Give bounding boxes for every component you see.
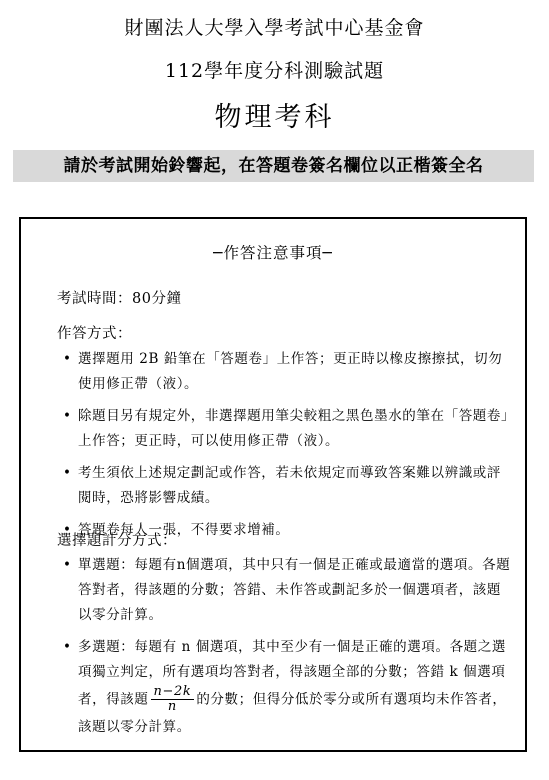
answer-method-list [63,347,513,550]
organization-title: 財團法人大學入學考試中心基金會 [124,17,425,39]
score-fraction [151,685,195,715]
exam-title: 112學年度分科測驗試題 [164,60,385,82]
multi-rule-text-2: 的分數；但得分低於零分或所有選項均未作答者，該題以零分計算。 [78,691,507,735]
signature-instruction-banner: 請於考試開始鈴響起，在答題卷簽名欄位以正楷簽全名 [13,150,534,182]
multiple-choice-rule [63,635,513,740]
notice-title: ─作答注意事項─ [213,244,333,262]
answer-method-title: 作答方式： [57,326,132,342]
single-choice-rule: • 單選題：每題有n個選項，其中只有一個是正確或最適當的選項。各題答對者，得該題的分數；答錯、未作答或劃記多於一個選項者，該題以零分計算。 [63,553,513,628]
notice-box [19,217,527,752]
list-item: • 選擇題用 2B 鉛筆在「答題卷」上作答；更正時以橡皮擦擦拭，切勿使用修正帶（液）。 [63,347,513,397]
multi-rule-text-1: 多選題：每題有 n 個選項，其中至少有一個是正確的選項。各題之選項獨立判定，所有選項均答對者，得該題全部的分數；答錯 k 個選項者，得該題 [78,639,506,708]
scoring-method-title: 選擇題計分方式： [57,533,177,549]
list-item: • 答題卷每人一張，不得要求增補。 [63,518,513,543]
list-item: • 除題目另有規定外，非選擇題用筆尖較粗之黑色墨水的筆在「答題卷」上作答；更正時，可以使用修正帶（液）。 [63,404,513,454]
exam-time: 考試時間：80分鐘 [57,291,182,307]
subject-title: 物理考科 [214,102,335,133]
list-item: • 考生須依上述規定劃記或作答，若未依規定而導致答案難以辨識或評閱時，恐將影響成績。 [63,461,513,511]
scoring-method-list [63,553,513,747]
fraction-denominator: n [167,699,177,715]
fraction-numerator: n−2k [151,685,195,700]
